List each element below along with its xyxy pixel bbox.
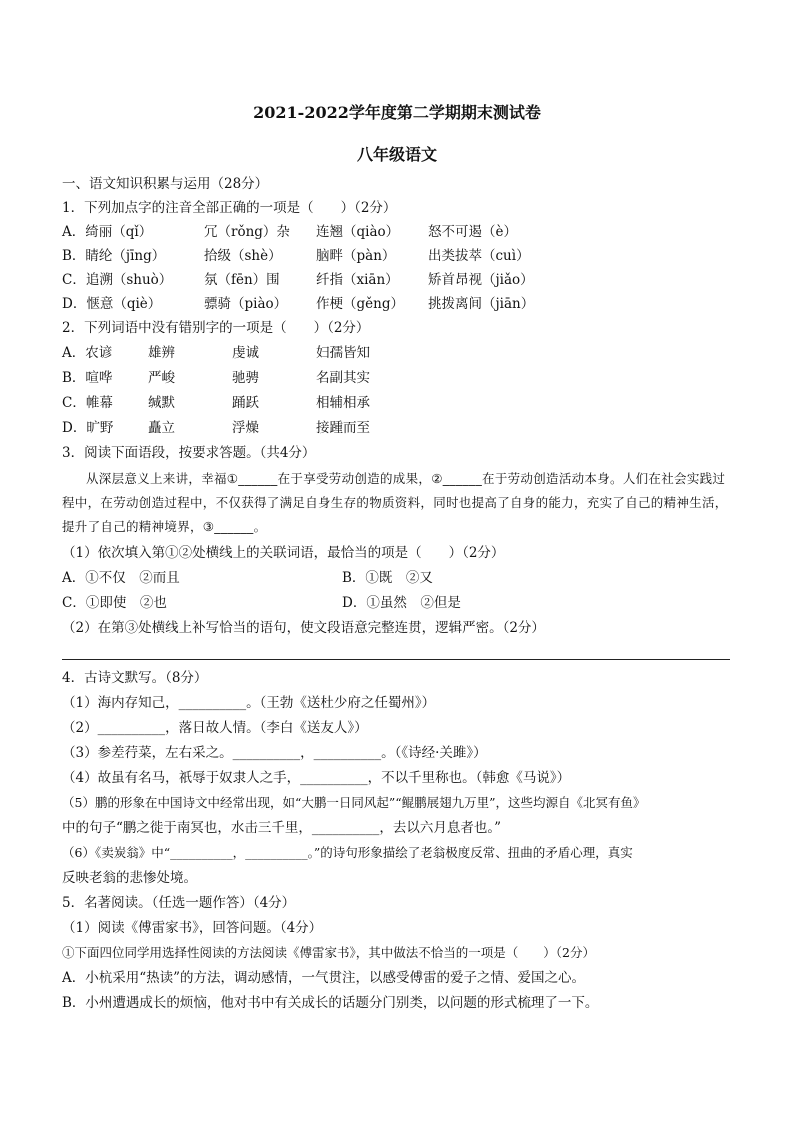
q3-option-d: D．①虽然 ②但是 <box>342 595 461 611</box>
q1-b-2: 拾级（shè） <box>204 248 282 264</box>
q5-stem: 5．名著阅读。（任选一题作答）（4分） <box>62 895 296 911</box>
q2-d-4: 接踵而至 <box>316 420 370 436</box>
q2-stem: 2．下列词语中没有错别字的一项是（ ）（2分） <box>62 320 370 336</box>
q1-c-4: 矫首昂视（jiǎo） <box>428 272 534 288</box>
q4-stem: 4．古诗文默写。（8分） <box>62 670 208 686</box>
q1-c-3: 纤指（xiān） <box>316 272 399 288</box>
q1-d-1: D．惬意（qiè） <box>62 296 162 312</box>
q1-d-4: 挑拨离间（jiān） <box>428 296 535 312</box>
q3-option-a: A．①不仅 ②而且 <box>62 570 180 586</box>
q4-line-3: （3）参差荇菜，左右采之。__________，__________。（《诗经·关雎》） <box>62 745 487 761</box>
q3-sub2: （2）在第③处横线上补写恰当的语句，使文段语意完整连贯，逻辑严密。（2分） <box>62 620 545 636</box>
q1-d-2: 骠骑（piào） <box>204 296 288 312</box>
exam-title: 2021-2022学年度第二学期期末测试卷 <box>253 103 541 122</box>
q2-b-4: 名副其实 <box>316 370 370 386</box>
q4-line-5: （5）鹏的形象在中国诗文中经常出现，如“大鹏一日同风起”“鲲鹏展翅九万里”，这些均源自《北冥有鱼》 <box>62 795 646 810</box>
q2-c-4: 相辅相承 <box>316 395 370 411</box>
q3-passage: 从深层意义上来讲，幸福①______在于享受劳动创造的成果，②______在于劳动创造活动本身。人们在社会实践过程中，在劳动创造过程中，不仅获得了满足自身生存的物质资料，同时也提高了自身的能力，充实了自己的精神生活，提升了自己的精神境界，③______。 <box>62 471 728 534</box>
q2-a-2: 雄辨 <box>148 345 175 361</box>
q1-a-3: 连翘（qiào） <box>316 224 400 240</box>
q5-option-b: B．小州遭遇成长的烦恼，他对书中有关成长的话题分门别类，以问题的形式梳理了一下。 <box>62 995 599 1011</box>
q4-line-4: （4）故虽有名马，祇辱于奴隶人之手，__________，不以千里称也。（韩愈《马说》） <box>62 770 571 786</box>
q3-sub1: （1）依次填入第①②处横线上的关联词语，最恰当的项是（ ）（2分） <box>62 545 505 561</box>
q4-line-6: 中的句子“鹏之徙于南冥也，水击三千里，__________，去以六月息者也。” <box>62 820 502 836</box>
q4-line-8: 反映老翁的悲惨处境。 <box>62 870 197 886</box>
q5-option-a: A．小杭采用“热读”的方法，调动感情，一气贯注，以感受傅雷的爱子之情、爱国之心。 <box>62 970 586 986</box>
exam-subtitle: 八年级语文 <box>356 145 437 164</box>
q1-b-4: 出类拔萃（cuì） <box>428 248 530 264</box>
q4-line-7: （6）《卖炭翁》中“__________，__________。”的诗句形象描绘了老翁极度反常、扭曲的矛盾心理，真实 <box>62 845 633 860</box>
q2-b-1: B．喧哗 <box>62 370 113 386</box>
q2-b-2: 严峻 <box>148 370 175 386</box>
q1-stem: 1．下列加点字的注音全部正确的一项是（ ）（2分） <box>62 200 397 216</box>
q3-stem: 3．阅读下面语段，按要求答题。（共4分） <box>62 445 316 461</box>
q1-c-1: C．追溯（shuò） <box>62 272 173 288</box>
q1-a-4: 怒不可遏（è） <box>428 224 517 240</box>
q1-b-1: B．睛纶（jīng） <box>62 248 166 264</box>
q3-option-b: B．①既 ②又 <box>342 570 433 586</box>
q1-a-1: A．绮丽（qǐ） <box>62 224 153 240</box>
q2-c-2: 缄默 <box>148 395 175 411</box>
q2-b-3: 驰骋 <box>232 370 259 386</box>
q3-option-c: C．①即使 ②也 <box>62 595 167 611</box>
q2-c-3: 踊跃 <box>232 395 259 411</box>
q2-c-1: C．帷幕 <box>62 395 113 411</box>
q2-a-1: A．农谚 <box>62 345 113 361</box>
q1-b-3: 脑畔（pàn） <box>316 248 396 264</box>
q2-a-3: 虔诚 <box>232 345 259 361</box>
q4-line-1: （1）海内存知己，__________。（王勃《送杜少府之任蜀州》） <box>62 695 436 711</box>
answer-line <box>62 659 730 660</box>
q2-d-2: 矗立 <box>148 420 175 436</box>
q5-sub1: （1）阅读《傅雷家书》，回答问题。（4分） <box>62 920 323 936</box>
q1-a-2: 冗（rǒng）杂 <box>204 224 290 240</box>
q1-c-2: 氛（fēn）围 <box>204 272 280 288</box>
section-heading: 一、语文知识积累与运用（28分） <box>62 176 269 192</box>
q2-a-4: 妇孺皆知 <box>316 345 370 361</box>
q2-d-3: 浮燥 <box>232 420 259 436</box>
q2-d-1: D．旷野 <box>62 420 114 436</box>
q1-d-3: 作梗（gěng） <box>316 296 404 312</box>
q4-line-2: （2）__________，落日故人情。（李白《送友人》） <box>62 720 368 736</box>
q5-sub1-question: ①下面四位同学用选择性阅读的方法阅读《傅雷家书》，其中做法不恰当的一项是（ ）（2分） <box>62 945 595 960</box>
